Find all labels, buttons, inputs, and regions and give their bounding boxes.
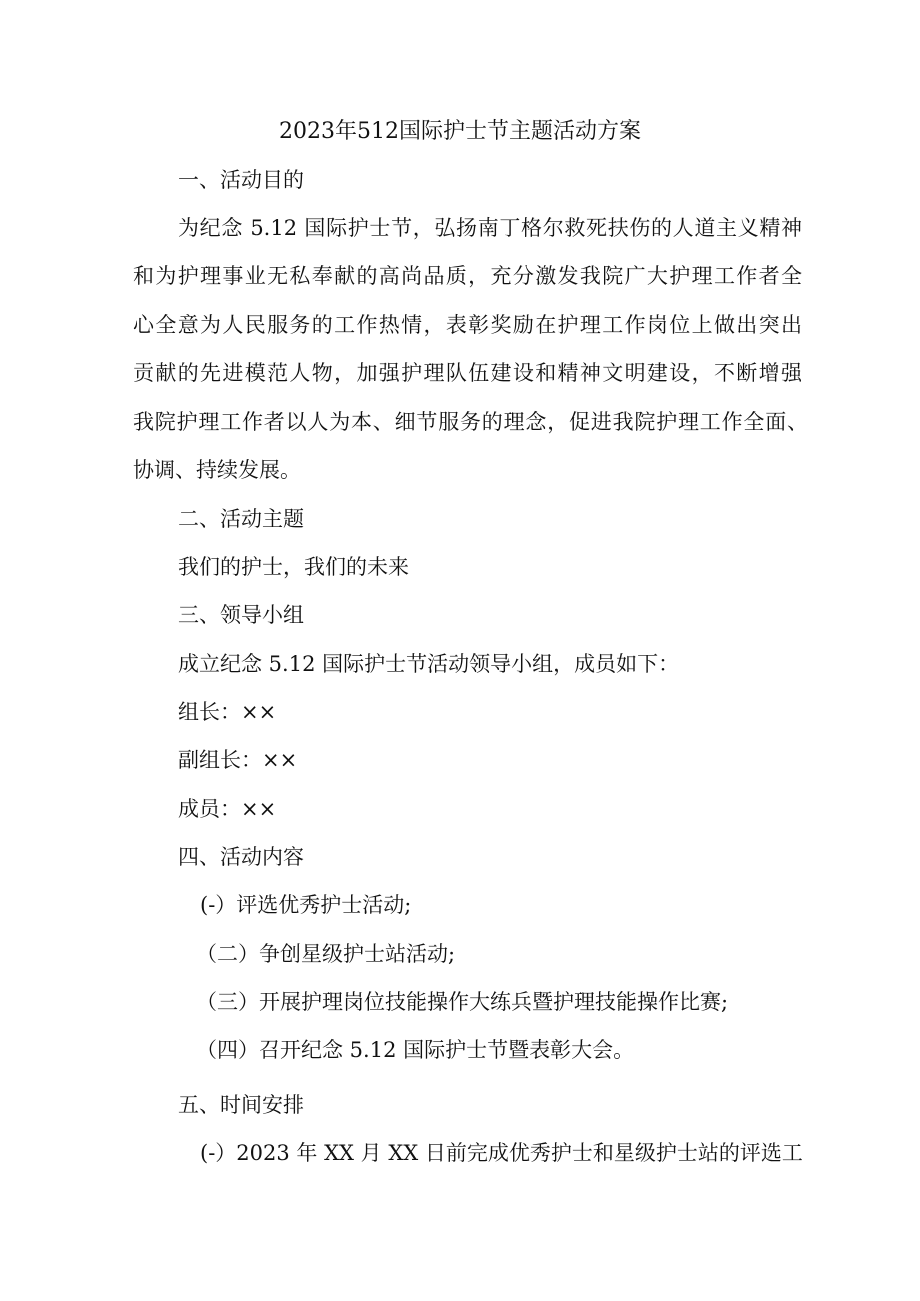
document-title: 2023年512国际护士节主题活动方案 xyxy=(279,119,641,144)
paragraph-line: 我院护理工作者以人为本、细节服务的理念，促进我院护理工作全面、 xyxy=(133,410,808,434)
paragraph-line: 心全意为人民服务的工作热情，表彰奖励在护理工作岗位上做出突出 xyxy=(133,313,802,337)
paragraph-line: 和为护理事业无私奉献的高尚品质，充分激发我院广大护理工作者全 xyxy=(133,264,802,288)
section-heading-leadership: 三、领导小组 xyxy=(178,603,304,627)
content-item: （四）召开纪念 5.12 国际护士节暨表彰大会。 xyxy=(196,1038,635,1062)
member-line: 成员：×× xyxy=(178,797,277,821)
content-item: （三）开展护理岗位技能操作大练兵暨护理技能操作比赛; xyxy=(196,990,729,1014)
content-item: （二）争创星级护士站活动; xyxy=(196,942,456,966)
content-item: (-）评选优秀护士活动; xyxy=(200,893,412,917)
section-heading-schedule: 五、时间安排 xyxy=(178,1093,304,1117)
schedule-item: (-）2023 年 XX 月 XX 日前完成优秀护士和星级护士站的评选工 xyxy=(200,1141,803,1165)
section-heading-content: 四、活动内容 xyxy=(178,845,304,869)
section-heading-theme: 二、活动主题 xyxy=(178,507,304,531)
leadership-intro: 成立纪念 5.12 国际护士节活动领导小组，成员如下： xyxy=(178,652,680,676)
paragraph-line: 协调、持续发展。 xyxy=(133,458,301,482)
member-line: 副组长：×× xyxy=(178,748,298,772)
section-heading-purpose: 一、活动目的 xyxy=(178,168,304,192)
theme-text: 我们的护士，我们的未来 xyxy=(178,555,409,579)
member-line: 组长：×× xyxy=(178,700,277,724)
paragraph-line: 贡献的先进模范人物，加强护理队伍建设和精神文明建设，不断增强 xyxy=(133,361,802,385)
paragraph-line: 为纪念 5.12 国际护士节，弘扬南丁格尔救死扶伤的人道主义精神 xyxy=(178,216,802,240)
